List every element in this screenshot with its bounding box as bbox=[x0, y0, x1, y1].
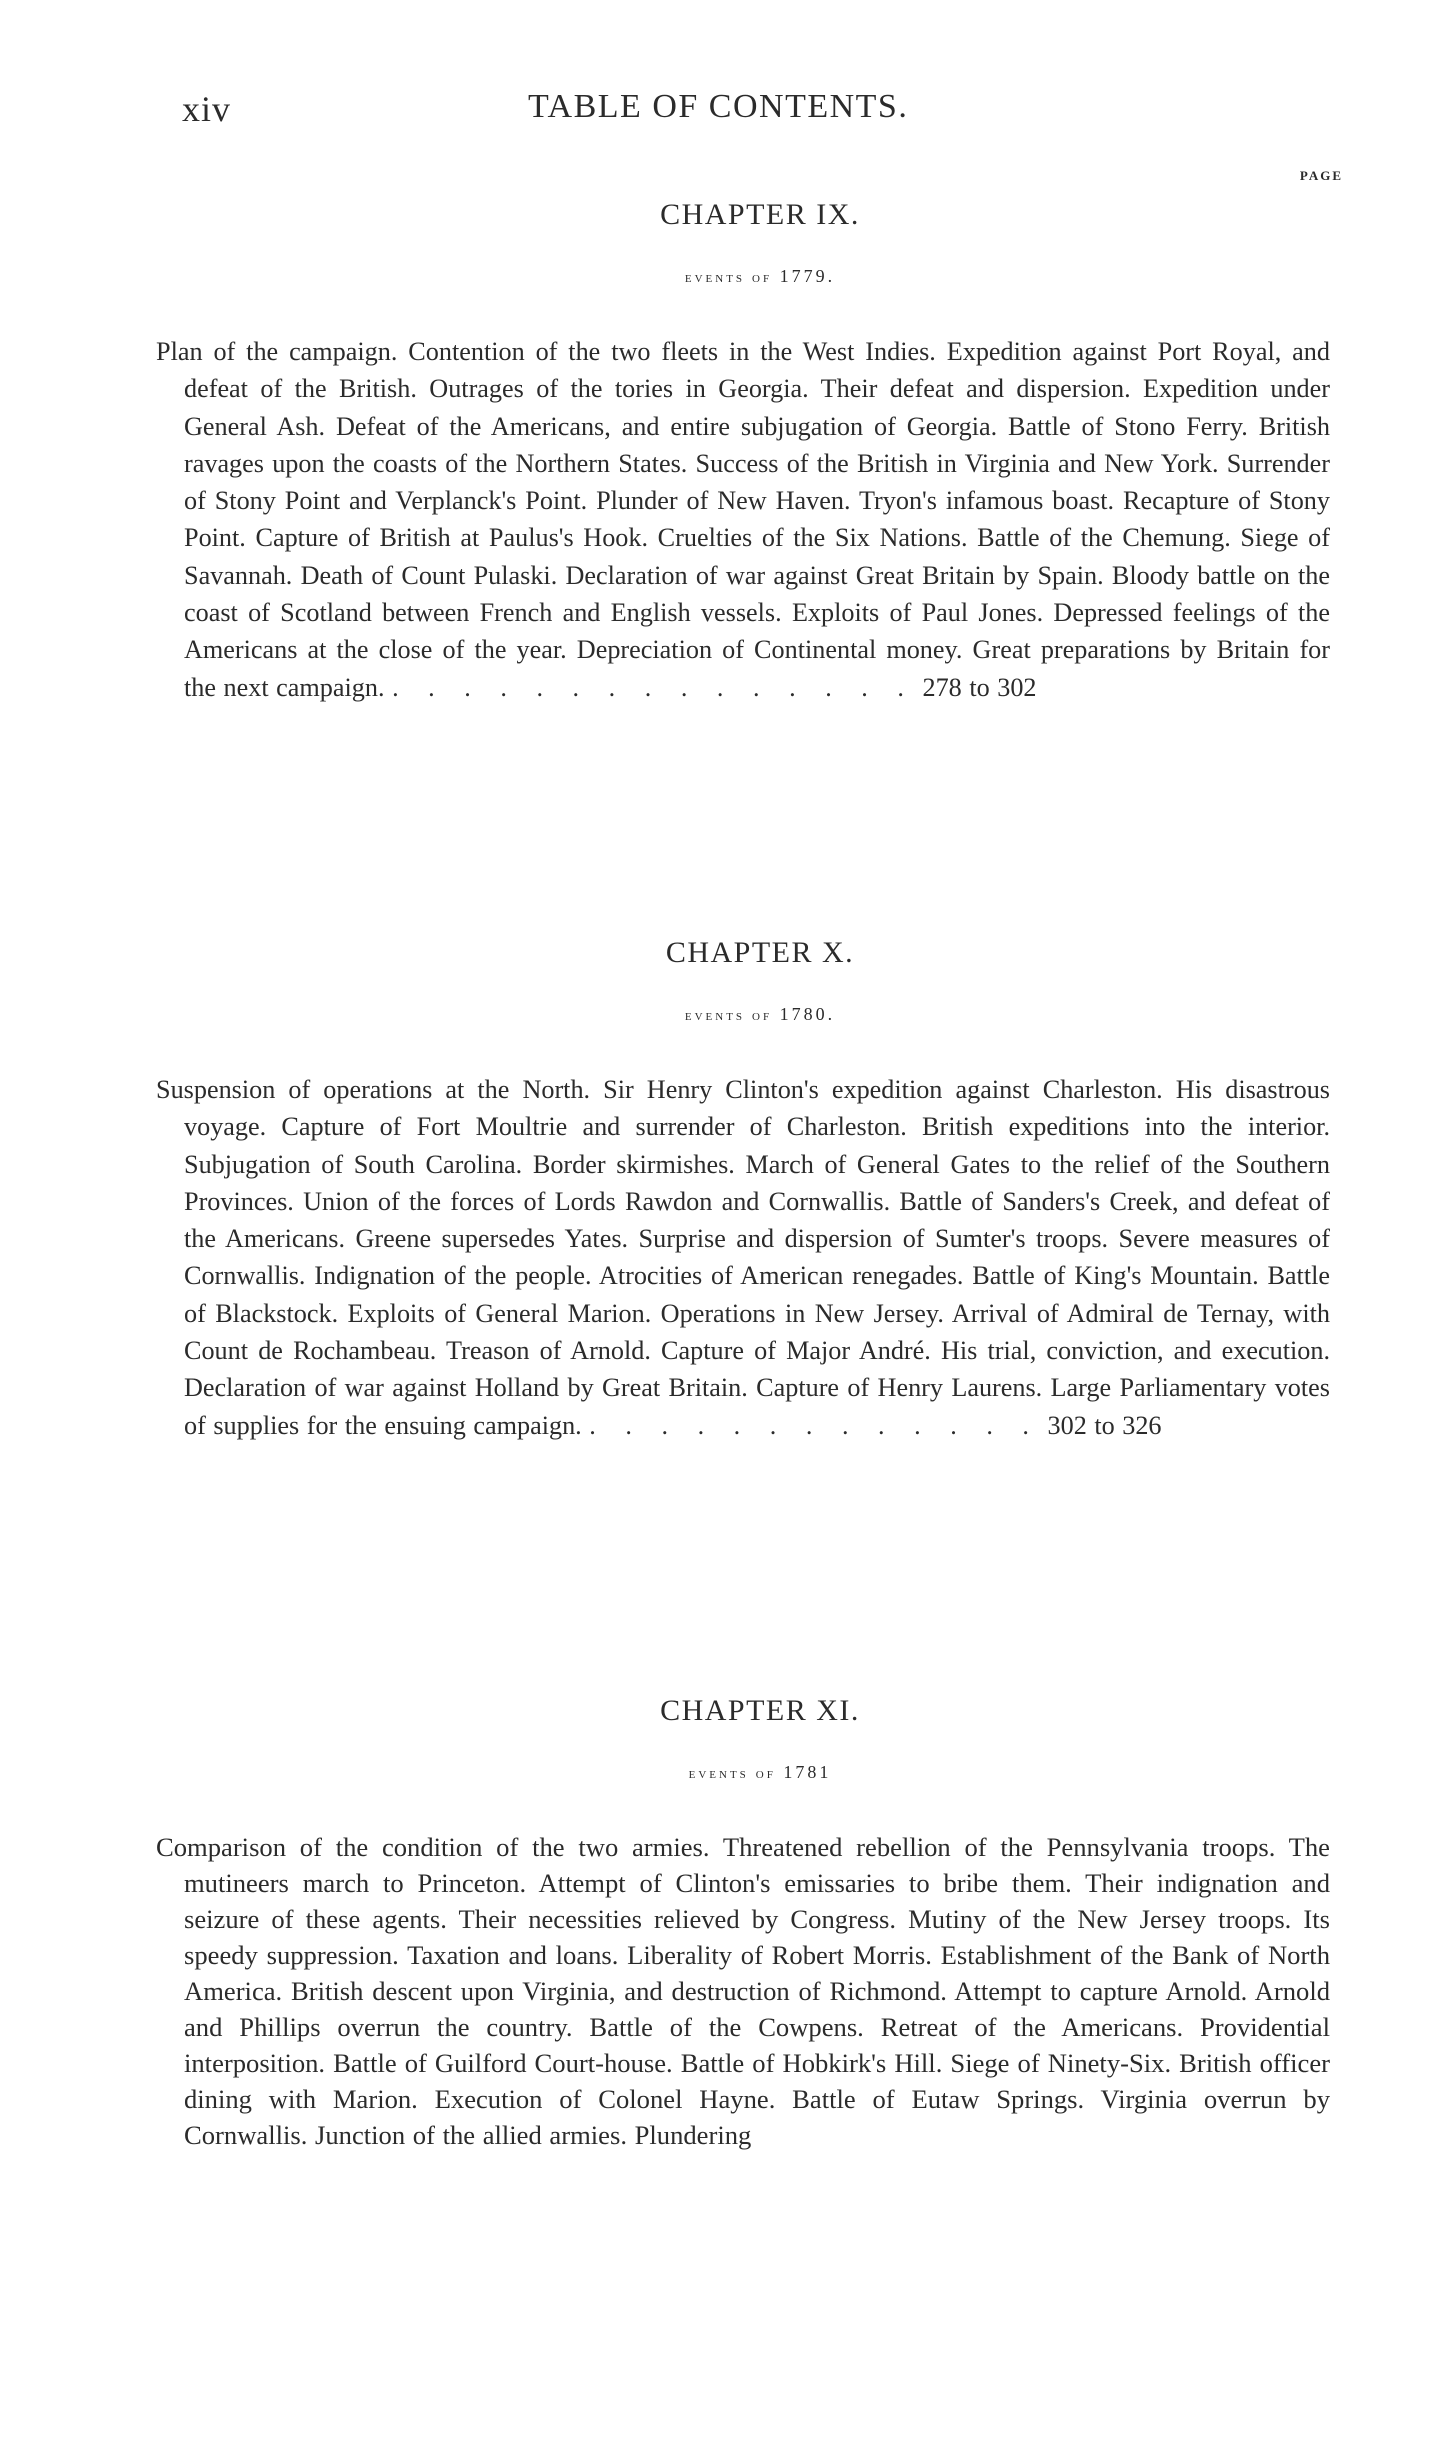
chapter-title: CHAPTER IX. bbox=[660, 198, 860, 231]
chapter-title: CHAPTER XI. bbox=[660, 1694, 860, 1727]
chapter-summary-text: Comparison of the condition of the two armies. Threatened rebellion of the Pennsylvania troops. The mutineers march to Princeton. Attempt of Clinton's emissaries to bribe them. Their indignation and seizure of these agents. Their necessities relieved by Congress. Mutiny of the New Jersey troops. Its speedy suppression. Taxation and loans. Liberality of Robert Morris. Establishment of the Bank of North America. British descent upon Virginia, and destruction of Richmond. Attempt to capture Arnold. Arnold and Phillips overrun the country. Battle of the Cowpens. Retreat of the Americans. Providential interposition. Battle of Guilford Court-house. Battle of Hobkirk's Hill. Siege of Ninety-Six. British officer dining with Marion. Execution of Colonel Hayne. Battle of Eutaw Springs. Virginia overrun by Cornwallis. Junction of the allied armies. Plundering bbox=[156, 1832, 1330, 2150]
dot-leader: . . . . . . . . . . . . . . . bbox=[392, 672, 915, 702]
chapter-summary bbox=[150, 333, 1330, 706]
events-label: events of bbox=[688, 1765, 776, 1782]
page-range: 302 to 326 bbox=[1047, 1410, 1162, 1440]
chapter-summary-text: Plan of the campaign. Contention of the two fleets in the West Indies. Expedition against Port Royal, and defeat of the British. Outrages of the tories in Georgia. Their defeat and dispersion. Expedition under General Ash. Defeat of the Americans, and entire subjugation of Georgia. Battle of Stono Ferry. British ravages upon the coasts of the Northern States. Success of the British in Virginia and New York. Surrender of Stony Point and Verplanck's Point. Plunder of New Haven. Tryon's infamous boast. Recapture of Stony Point. Capture of British at Paulus's Hook. Cruelties of the Six Nations. Battle of the Chemung. Siege of Savannah. Death of Count Pulaski. Declaration of war against Great Britain by Spain. Bloody battle on the coast of Scotland between French and English vessels. Exploits of Paul Jones. Depressed feelings of the Americans at the close of the year. Depreciation of Continental money. Great preparations by Britain for the next campaign. bbox=[156, 337, 1330, 702]
chapter-summary-text: Suspension of operations at the North. Sir Henry Clinton's expedition against Charleston. His disastrous voyage. Capture of Fort Moultrie and surrender of Charleston. British expeditions into the interior. Subjugation of South Carolina. Border skirmishes. March of General Gates to the relief of the Southern Provinces. Union of the forces of Lords Rawdon and Cornwallis. Battle of Sanders's Creek, and defeat of the Americans. Greene supersedes Yates. Surprise and dispersion of Sumter's troops. Severe measures of Cornwallis. Indignation of the people. Atrocities of American renegades. Battle of King's Mountain. Battle of Blackstock. Exploits of General Marion. Operations in New Jersey. Arrival of Admiral de Ternay, with Count de Rochambeau. Treason of Arnold. Capture of Major André. His trial, conviction, and execution. Declaration of war against Holland by Great Britain. Capture of Henry Laurens. Large Parliamentary votes of supplies for the ensuing campaign. bbox=[156, 1075, 1330, 1440]
chapter-ix bbox=[150, 198, 1330, 706]
events-year: 1779. bbox=[779, 266, 836, 286]
chapter-x bbox=[150, 936, 1330, 1444]
page-range: 278 to 302 bbox=[922, 672, 1037, 702]
chapter-title: CHAPTER X. bbox=[665, 936, 855, 969]
events-label: events of bbox=[684, 1007, 773, 1024]
page-number: xiv bbox=[182, 89, 232, 129]
running-title: TABLE OF CONTENTS. bbox=[528, 88, 909, 125]
events-label: events of bbox=[684, 269, 773, 286]
chapter-summary bbox=[150, 1071, 1330, 1444]
chapter-xi bbox=[150, 1694, 1330, 2153]
chapter-events-heading bbox=[190, 266, 1330, 287]
page-column-label: PAGE bbox=[1299, 168, 1343, 183]
chapter-summary bbox=[150, 1829, 1330, 2153]
dot-leader: . . . . . . . . . . . . . bbox=[589, 1410, 1040, 1440]
events-year: 1781 bbox=[783, 1762, 832, 1782]
events-year: 1780. bbox=[779, 1004, 836, 1024]
page-header bbox=[0, 88, 1433, 138]
chapter-events-heading bbox=[190, 1004, 1330, 1025]
chapter-events-heading bbox=[190, 1762, 1330, 1783]
